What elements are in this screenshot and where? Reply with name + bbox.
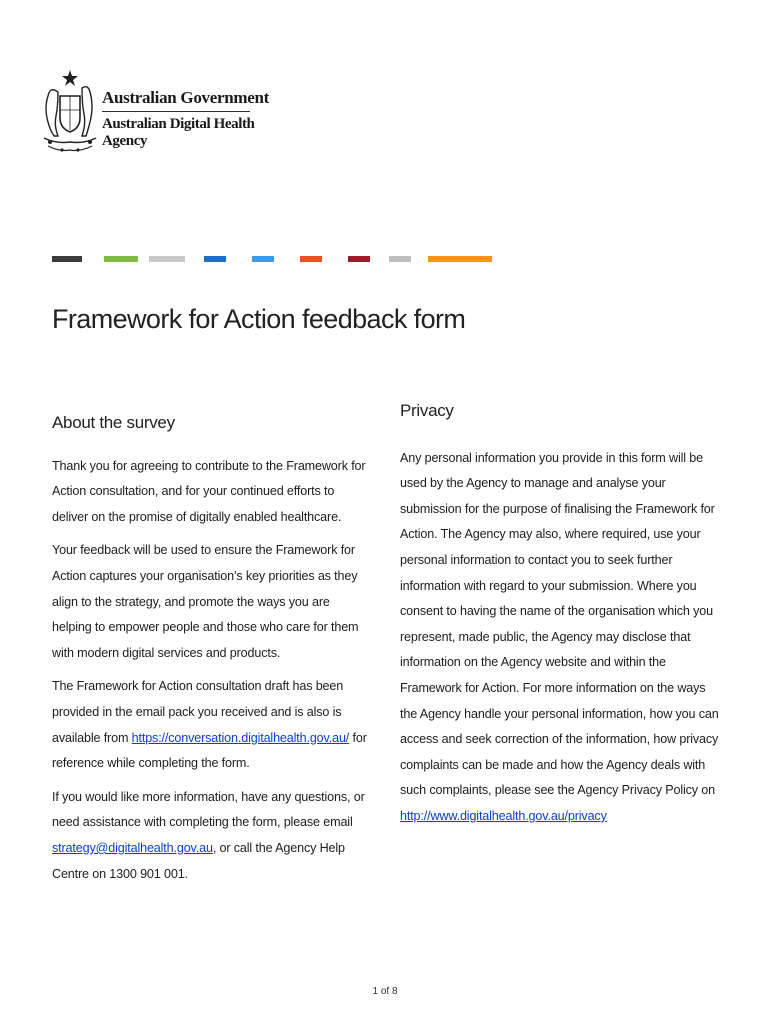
color-segment [389, 256, 411, 262]
privacy-section [400, 398, 720, 838]
privacy-policy-link[interactable]: http://www.digitalhealth.gov.au/privacy [400, 808, 607, 823]
privacy-heading: Privacy [400, 401, 454, 420]
about-paragraph: Your feedback will be used to ensure the Framework for Action captures your organisation’s key priorities as they align to the strategy, and promote the ways you are helping to empower people and those who care for them with modern digital services and products. [52, 543, 359, 660]
about-section [52, 410, 372, 895]
title-divider [102, 111, 250, 112]
document-title: Framework for Action feedback form [52, 304, 466, 334]
about-paragraph [52, 674, 372, 776]
color-segment [52, 256, 82, 262]
color-segment [204, 256, 226, 262]
decorative-color-bar [52, 256, 502, 262]
about-heading: About the survey [52, 413, 175, 432]
about-paragraph: Thank you for agreeing to contribute to the Framework for Action consultation, and for your continued efforts to deliver on the promise of digitally enabled healthcare. [52, 458, 366, 524]
page-header [38, 66, 278, 166]
color-segment [300, 256, 322, 262]
color-segment [428, 256, 492, 262]
text-span: If you would like more information, have any questions, or need assistance with completing the form, please email [52, 789, 365, 830]
page-number: 1 of 8 [372, 986, 398, 997]
consultation-link[interactable]: https://conversation.digitalhealth.gov.au/ [131, 730, 350, 745]
text-span: for reference while completing the form. [52, 730, 367, 771]
color-segment [348, 256, 370, 262]
color-segment [104, 256, 138, 262]
agency-name: Australian Digital Health Agency [102, 116, 255, 149]
government-titles [102, 88, 278, 150]
text-span: The Framework for Action consultation draft has been provided in the email pack you received and is also is available from [52, 679, 344, 745]
coat-of-arms-icon [38, 66, 102, 162]
about-paragraph [52, 785, 372, 887]
color-segment [149, 256, 185, 262]
text-span: , or call the Agency Help Centre on 1300 901 001. [52, 840, 345, 881]
text-span: Any personal information you provide in this form will be used by the Agency to manage and analyse your submission for the purpose of finalising the Framework for Action. The Agency may also, where required, use your personal information to contact you to seek further information with regard to your submission. Where you consent to having the name of the organisation which you represent, made public, the Agency may disclose that information on the Agency website and within the Framework for Action. For more information on the ways the Agency handle your personal information, how you can access and seek correction of the information, how privacy complaints can be made and how the Agency deals with such complaints, please see the Agency Privacy Policy on [400, 450, 719, 798]
email-link[interactable]: strategy@digitalhealth.gov.au [52, 840, 213, 855]
color-segment [252, 256, 274, 262]
privacy-paragraph [400, 446, 720, 830]
government-name: Australian Government [102, 88, 269, 107]
